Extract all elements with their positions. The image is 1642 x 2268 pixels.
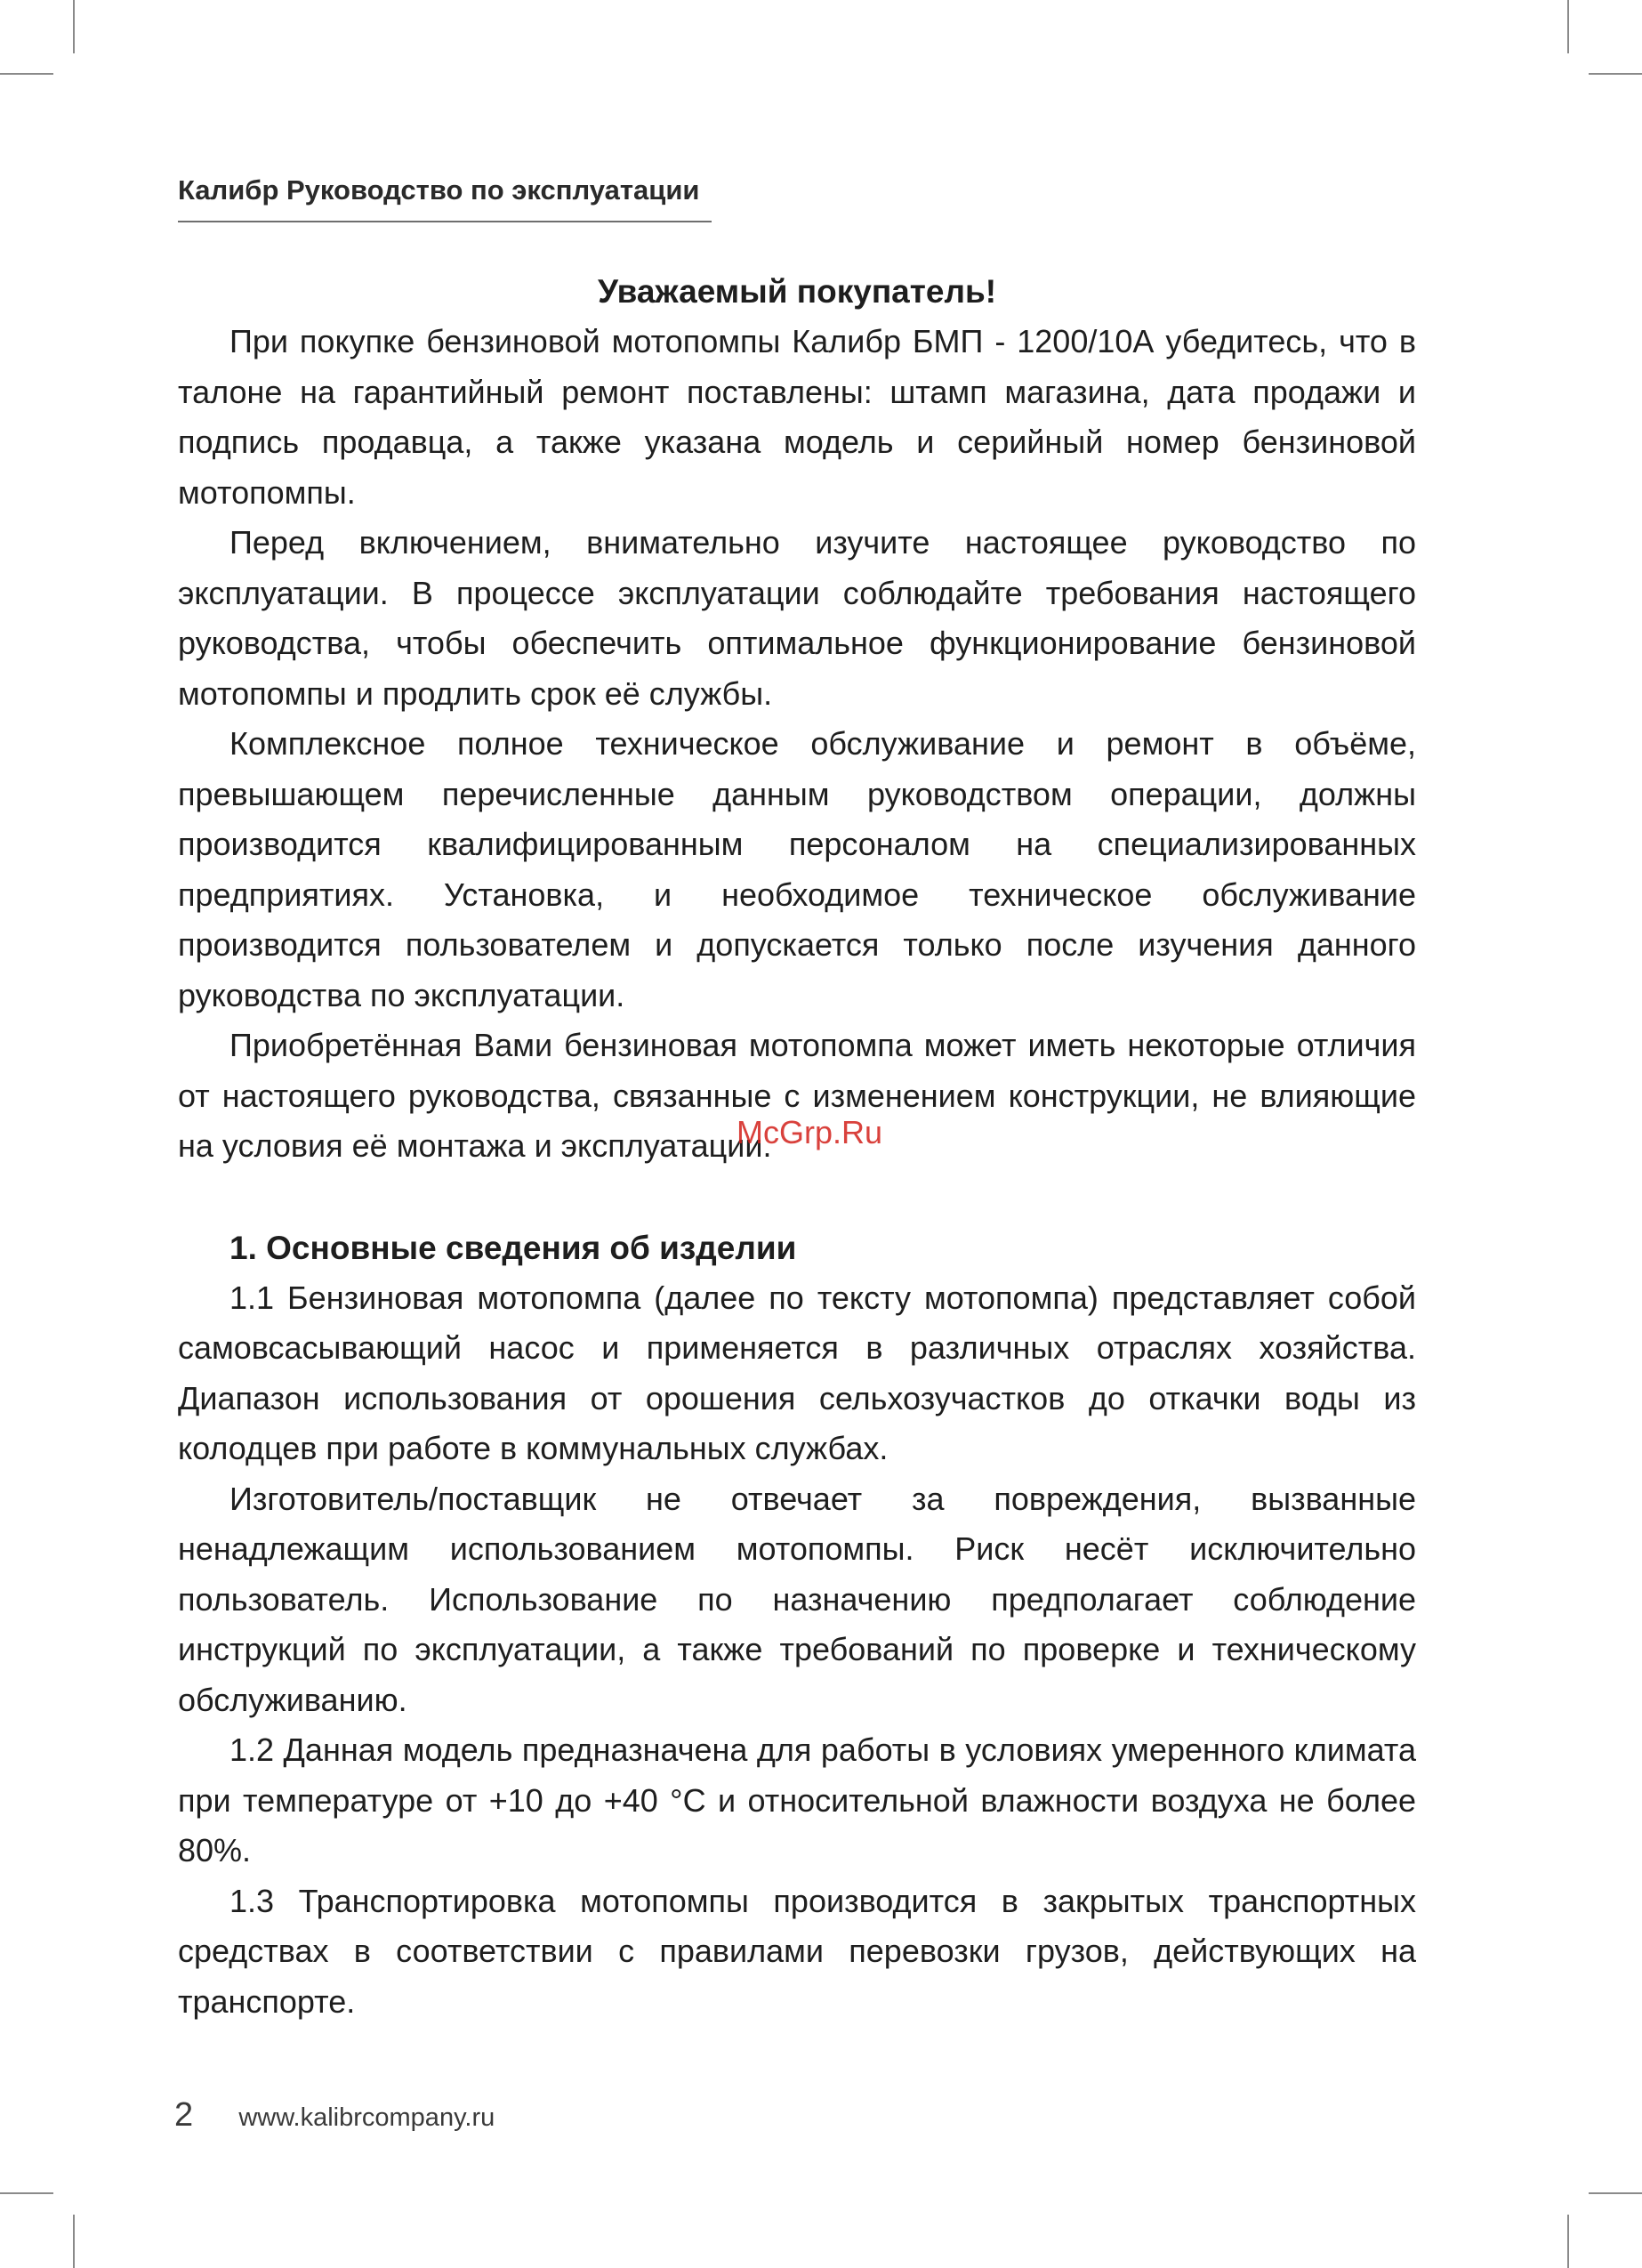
footer-website: www.kalibrcompany.ru bbox=[238, 2103, 495, 2132]
intro-paragraph-4: Приобретённая Вами бензиновая мотопомпа может иметь некоторые отличия от настоящего руководства, связанные с изменением конструкции, не влияющие на условия её монтажа и эксплуатации. bbox=[178, 1027, 1416, 1164]
section-1-paragraph-1: 1.1 Бензиновая мотопомпа (далее по тексту мотопомпа) представляет собой самовсасывающий насос и применяется в различных отраслях хозяйства. Диапазон использования от орошения сельхозучастков до откачки воды из колодцев при работе в коммунальных службах. bbox=[178, 1279, 1416, 1466]
crop-mark-bottom-left-h bbox=[0, 2192, 53, 2194]
intro-paragraph-1: При покупке бензиновой мотопомпы Калибр БМП - 1200/10А убедитесь, что в талоне на гарантийный ремонт поставлены: штамп магазина, дата продажи и подпись продавца, а также указана модель и серийный номер бензиновой мотопомпы. bbox=[178, 323, 1416, 511]
watermark: McGrp.Ru bbox=[736, 1114, 883, 1150]
page-footer bbox=[174, 2096, 495, 2135]
page-number: 2 bbox=[174, 2096, 194, 2134]
greeting-heading: Уважаемый покупатель! bbox=[597, 273, 997, 310]
crop-mark-bottom-left-v bbox=[73, 2215, 75, 2268]
crop-mark-bottom-right-h bbox=[1589, 2192, 1642, 2194]
running-header: Калибр Руководство по эксплуатации bbox=[178, 174, 712, 222]
section-1-title: 1. Основные сведения об изделии bbox=[229, 1229, 797, 1266]
crop-mark-bottom-right-v bbox=[1567, 2215, 1569, 2268]
section-1-paragraph-2: Изготовитель/поставщик не отвечает за повреждения, вызванные ненадлежащим использованием мотопомпы. Риск несёт исключительно пользователь. Использование по назначению предполагает соблюдение инструкций по эксплуатации, а также требований по проверке и техническому обслуживанию. bbox=[178, 1480, 1416, 1718]
crop-mark-top-right-h bbox=[1589, 73, 1642, 75]
crop-mark-top-right-v bbox=[1567, 0, 1569, 53]
intro-paragraph-3: Комплексное полное техническое обслуживание и ремонт в объёме, превышающем перечисленные данным руководством операции, должны производится квалифицированным персоналом на специализированных предприятиях. Установка, и необходимое техническое обслуживание производится пользователем и допускается только после изучения данного руководства по эксплуатации. bbox=[178, 725, 1416, 1013]
section-1-paragraph-3: 1.2 Данная модель предназначена для работы в условиях умеренного климата при температуре от +10 до +40 °С и относительной влажности воздуха не более 80%. bbox=[178, 1731, 1416, 1868]
section-1-paragraph-4: 1.3 Транспортировка мотопомпы производится в закрытых транспортных средствах в соответствии с правилами перевозки грузов, действующих на транспорте. bbox=[178, 1882, 1416, 2020]
crop-mark-top-left-v bbox=[73, 0, 75, 53]
crop-mark-top-left-h bbox=[0, 73, 53, 75]
intro-paragraph-2: Перед включением, внимательно изучите настоящее руководство по эксплуатации. В процессе эксплуатации соблюдайте требования настоящего руководства, чтобы обеспечить оптимальное функционирование бензиновой мотопомпы и продлить срок её службы. bbox=[178, 524, 1416, 712]
